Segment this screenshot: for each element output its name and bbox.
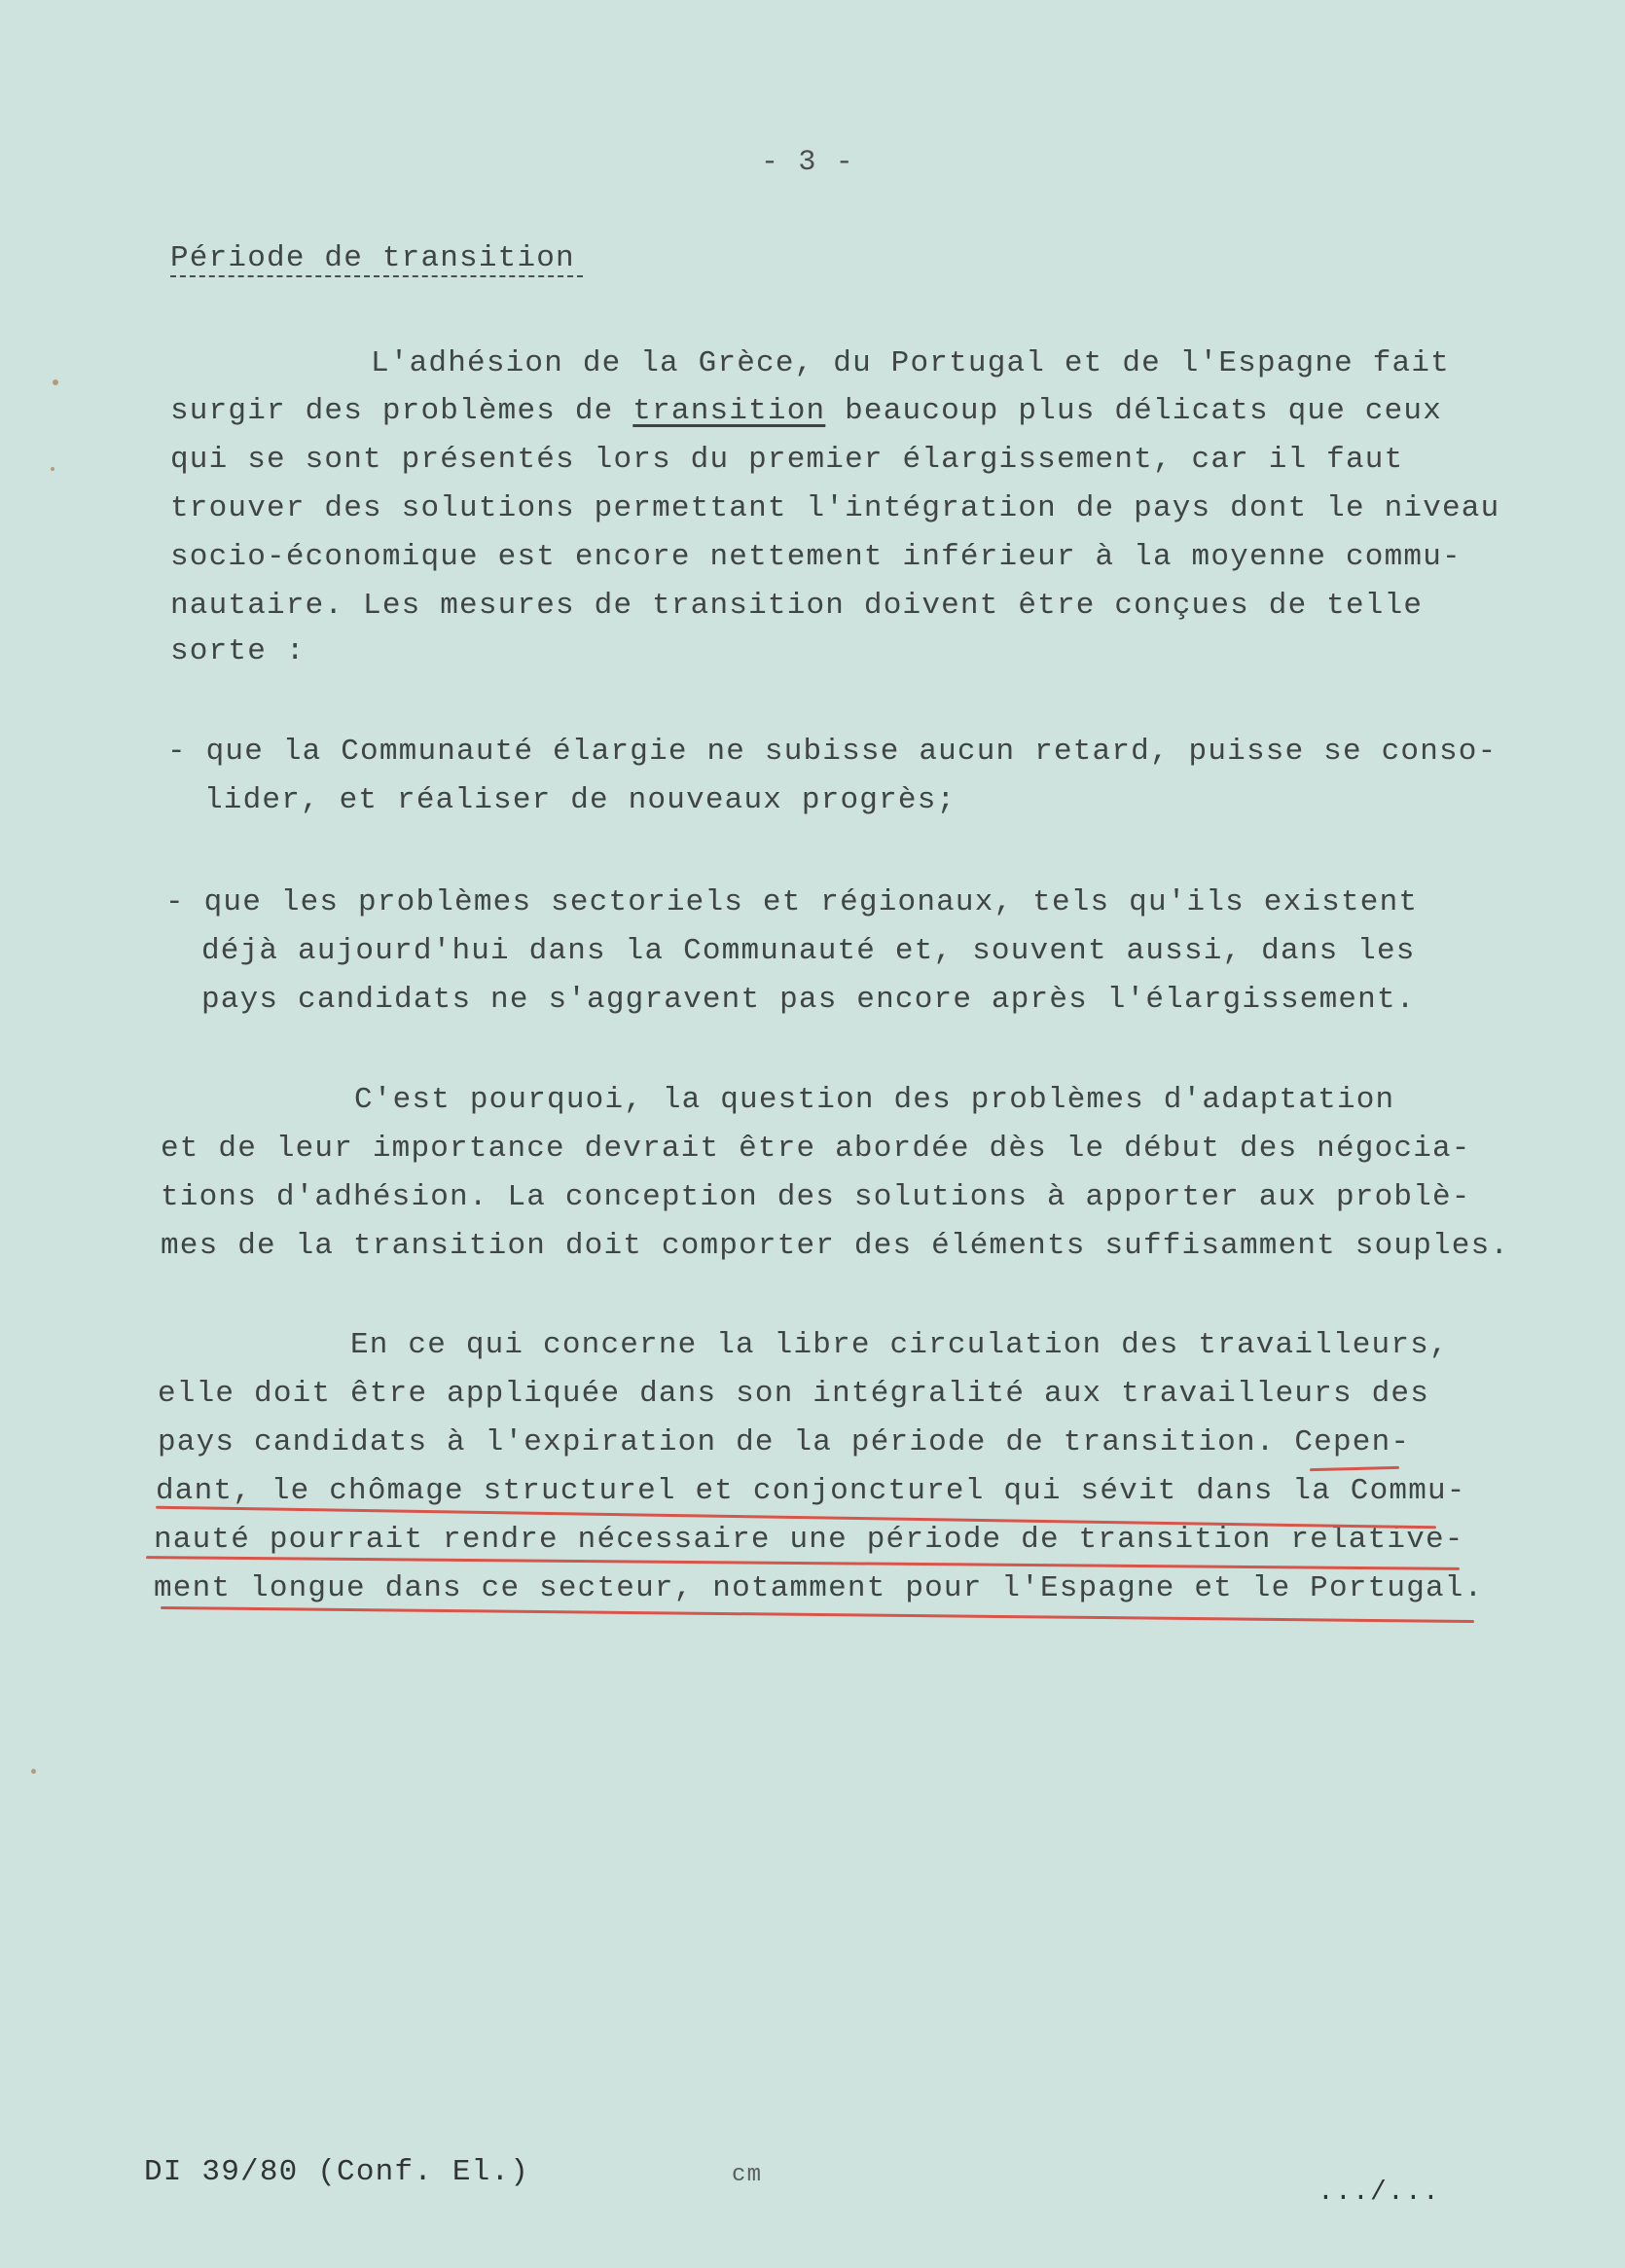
text-line: pays candidats à l'expiration de la période de transition. Cepen- [158,1425,1411,1459]
text-line: - que les problèmes sectoriels et régionaux, tels qu'ils existent [165,885,1419,919]
red-underline-mark [146,1556,1460,1570]
paper-speck [51,467,54,471]
continuation-mark: .../... [1318,2178,1441,2208]
text-line: qui se sont présentés lors du premier élargissement, car il faut [170,443,1404,477]
text-line: déjà aujourd'hui dans la Communauté et, souvent aussi, dans les [201,934,1416,968]
red-underline-mark [161,1606,1474,1623]
text-line: trouver des solutions permettant l'intégration de pays dont le niveau [170,491,1500,525]
text-line: ment longue dans ce secteur, notamment pour l'Espagne et le Portugal. [154,1571,1484,1605]
text-line: lider, et réaliser de nouveaux progrès; [204,783,957,817]
paper-speck [53,379,58,385]
text-line: sorte : [170,634,306,668]
text-line: L'adhésion de la Grèce, du Portugal et de l'Espagne fait [371,346,1450,380]
text-line: elle doit être appliquée dans son intégralité aux travailleurs des [158,1377,1429,1411]
text-line: pays candidats ne s'aggravent pas encore après l'élargissement. [201,983,1416,1017]
text-line: En ce qui concerne la libre circulation des travailleurs, [350,1328,1449,1362]
text-line: dant, le chômage structurel et conjoncturel qui sévit dans la Commu- [156,1474,1466,1508]
document-reference: DI 39/80 (Conf. El.) [144,2155,530,2189]
text-line: - que la Communauté élargie ne subisse aucun retard, puisse se conso- [167,735,1498,769]
page-number: - 3 - [761,146,855,179]
text-line: surgir des problèmes de transition beaucoup plus délicats que ceux [170,394,1443,428]
paper-speck [31,1769,36,1774]
heading-underline [170,275,583,277]
text-line: nauté pourrait rendre nécessaire une période de transition relative- [154,1523,1464,1557]
text-line: et de leur importance devrait être abordée dès le début des négocia- [161,1132,1471,1166]
text-line: tions d'adhésion. La conception des solutions à apporter aux problè- [161,1180,1471,1214]
text-line: mes de la transition doit comporter des éléments suffisamment souples. [161,1229,1510,1263]
text-line: C'est pourquoi, la question des problèmes d'adaptation [354,1083,1395,1117]
text-line: socio-économique est encore nettement inférieur à la moyenne commu- [170,540,1462,574]
underlined-word: transition [632,394,826,428]
typist-initials: cm [732,2162,763,2188]
red-underline-mark [1310,1466,1399,1471]
text-line: nautaire. Les mesures de transition doivent être conçues de telle [170,589,1424,623]
section-heading: Période de transition [170,241,575,275]
